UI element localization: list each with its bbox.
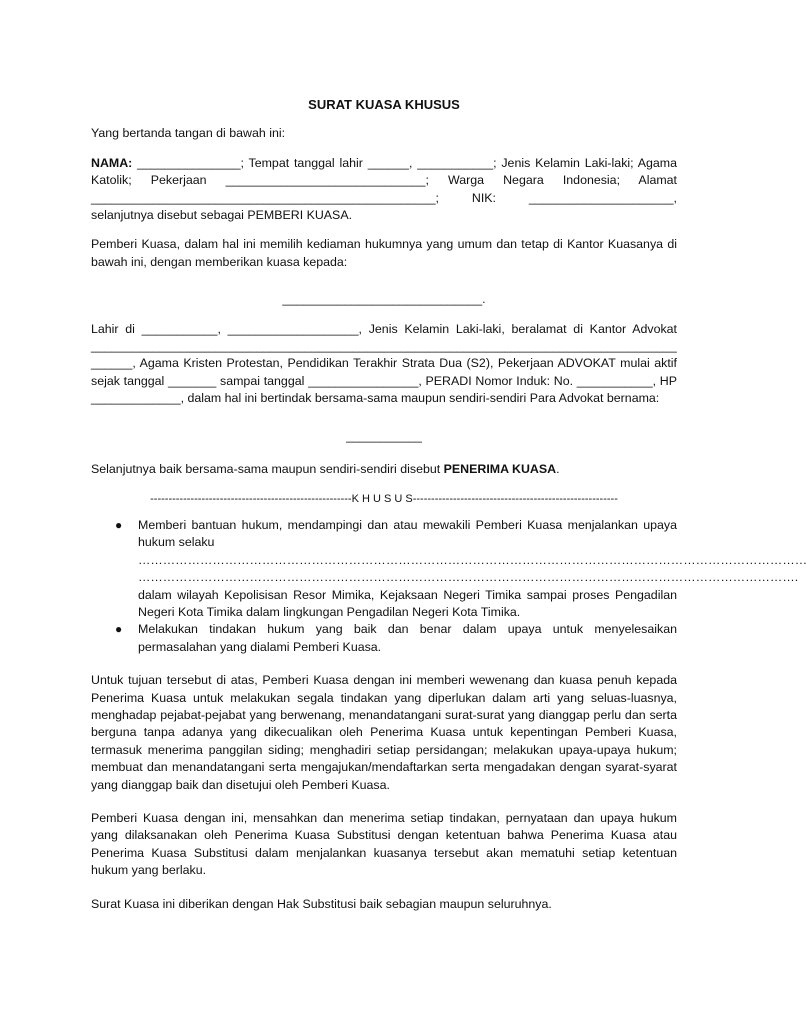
dotted-fill-line: ……………………………………………………………………………………………………………………………………………. [138, 570, 799, 585]
ratification-paragraph: Pemberi Kuasa dengan ini, mensahkan dan menerima setiap tindakan, pernyataan dan upaya hukum yang dilaksanakan oleh Penerima Kuasa Substitusi dengan ketentuan bahwa Penerima Kuasa atau Penerima Kuasa Substitusi dalam menjalankan kuasanya tersebut akan mematuhi setiap ketentuan hukum yang berlaku. [91, 811, 677, 878]
document-title: SURAT KUASA KHUSUS [308, 97, 460, 112]
recipient-details-paragraph: Lahir di ___________, ___________________, Jenis Kelamin Laki-laki, beralamat di Kantor Advokat _____________________________________________________________________________________ ______, Agama Kristen Protestan, Pendidikan Terakhir Strata Dua (S2), Pekerjaan ADVOKAT mulai aktif sejak tanggal _______ sampai tanggal ________________, PERADI Nomor Induk: No. ___________, HP _____________, dalam hal ini bertindak bersama-sama maupun sendiri-sendiri Para Advokat bernama: [91, 321, 677, 406]
document-body [91, 96, 807, 913]
domicile-paragraph: Pemberi Kuasa, dalam hal ini memilih kediaman hukumnya yang umum dan tetap di Kantor Kuasanya di bawah ini, dengan memberikan kuasa kepada: [91, 237, 677, 269]
list-item-text: Melakukan tindakan hukum yang baik dan benar dalam upaya untuk menyelesaikan permasalahan yang dialami Pemberi Kuasa. [138, 622, 677, 654]
list-item-text: dalam wilayah Kepolisisan Resor Mimika, Kejaksaan Negeri Timika sampai proses Pengadilan Negeri Kota Timika dalam lingkungan Pengadilan Negeri Kota Timika. [138, 587, 677, 619]
recipient-designation-prefix: Selanjutnya baik bersama-sama maupun sendiri-sendiri disebut [91, 462, 444, 477]
list-item [91, 621, 677, 656]
advocate-name-line: ___________ [346, 428, 422, 443]
authority-list [91, 517, 807, 656]
list-item [91, 517, 807, 621]
recipient-designation-suffix: . [556, 462, 560, 477]
dotted-fill-line: ……………………………………………………………………………………………………………………………………………… [138, 552, 807, 567]
recipient-designation-bold: PENERIMA KUASA [443, 462, 557, 477]
recipient-name-line: _____________________________. [282, 292, 486, 307]
name-label: NAMA: [91, 155, 133, 170]
bullet-icon: ● [115, 517, 123, 532]
purpose-paragraph: Untuk tujuan tersebut di atas, Pemberi Kuasa dengan ini memberi wewenang dan kuasa penuh kepada Penerima Kuasa untuk melakukan segala tindakan yang diperlukan dalam arti yang seluas-luasnya, menghadap pejabat-pejabat yang berwenang, menandatangani surat-surat yang dianggap perlu dan serta berguna tanpa adanya yang dikecualikan oleh Penerima Kuasa untuk kepentingan Pemberi Kuasa, termasuk menerima panggilan siding; menghadiri setiap persidangan; melakukan upaya-upaya hukum; membuat dan menandatangani serta mengajukan/mendaftarkan serta mengadakan dengan syarat-syarat yang dianggap baik dan disetujui oleh Pemberi Kuasa. [91, 673, 677, 792]
recipient-designation [91, 461, 677, 478]
grantor-identity-paragraph [91, 155, 677, 225]
list-item-text: Memberi bantuan hukum, mendampingi dan atau mewakili Pemberi Kuasa menjalankan upaya hukum selaku [138, 517, 677, 550]
closing-paragraph: Surat Kuasa ini diberikan dengan Hak Substitusi baik sebagian maupun seluruhnya. [91, 896, 552, 911]
bullet-icon: ● [115, 622, 123, 637]
intro-text: Yang bertanda tangan di bawah ini: [91, 126, 286, 141]
khusus-divider: -------------------------------------------------------K H U S U S-------------------------------------------------------- [150, 492, 618, 505]
grantor-identity-text: _______________; Tempat tanggal lahir ______, ___________; Jenis Kelamin Laki-laki; Agama Katolik; Pekerjaan _____________________________; Warga Negara Indonesia; Alamat __________________________________________________; NIK: _____________________, selanjutnya disebut sebagai PEMBERI KUASA. [91, 155, 677, 223]
